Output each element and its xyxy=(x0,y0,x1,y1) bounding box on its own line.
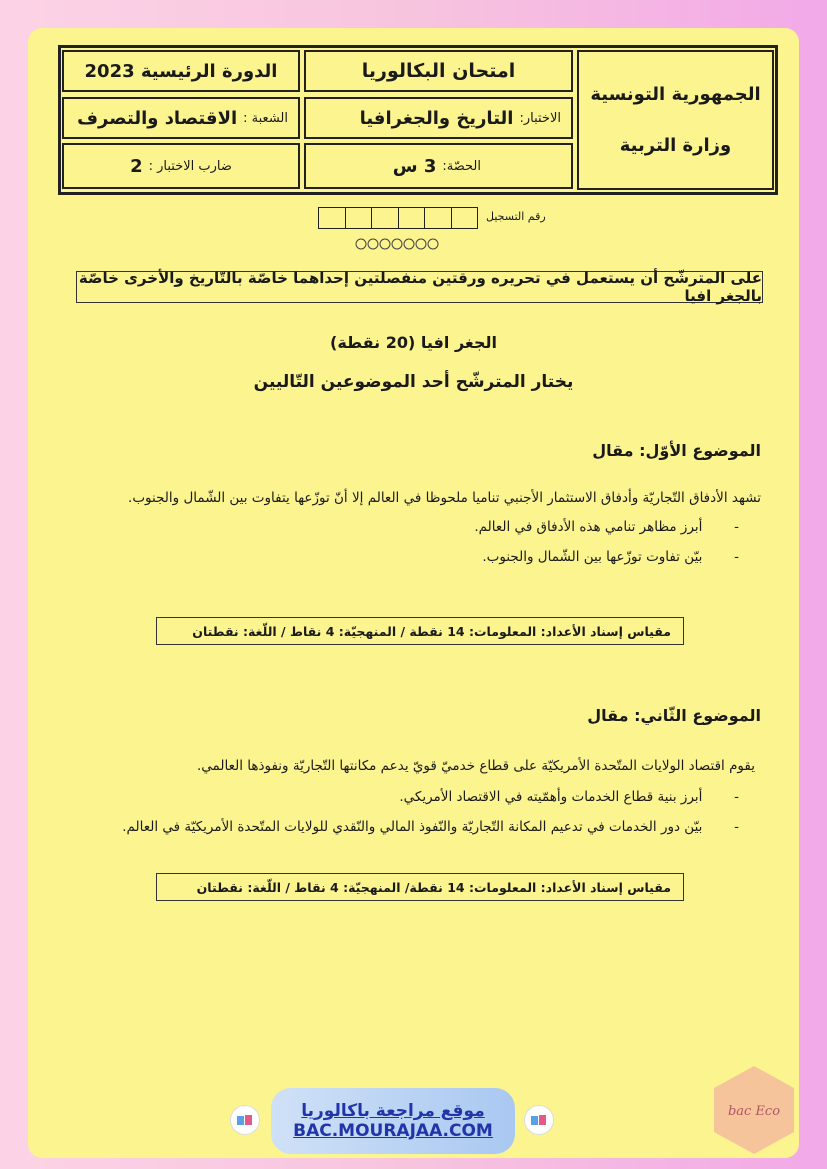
subject-label: الاختبار: xyxy=(519,110,561,126)
session-cell xyxy=(62,50,300,92)
branch-label: الشعبة : xyxy=(243,110,288,126)
subject2-bullet-2: - بيّن دور الخدمات في تدعيم المكانة التّجاريّة والنّفوذ المالي والنّقدي للولايات المتّحدة الأمريكيّة في العالم. xyxy=(122,819,739,835)
section-instruction: يختار المترشّح أحد الموضوعين التّاليين xyxy=(253,372,574,392)
subject1-bullet-1: - أبرز مظاهر تنامي هذه الأدفاق في العالم. xyxy=(474,519,739,535)
subject2-title: الموضوع الثّاني: مقال xyxy=(587,706,761,725)
subject1-bullet-2: - بيّن تفاوت توزّعها بين الشّمال والجنوب. xyxy=(482,549,739,565)
duration-value: 3 س xyxy=(392,155,437,177)
site-link-banner[interactable] xyxy=(271,1088,515,1154)
bac-eco-badge xyxy=(706,1062,802,1158)
svg-text:bac Eco: bac Eco xyxy=(727,1104,781,1119)
exam-title: امتحان البكالوريا xyxy=(361,60,516,82)
ministry-name: وزارة التربية xyxy=(619,135,732,156)
subject-cell xyxy=(304,97,573,139)
coefficient-label: ضارب الاختبار : xyxy=(148,158,232,174)
subject2-grading-scale: مقياس إسناد الأعداد: المعلومات: 14 نقطة/ المنهجيّة: 4 نقاط / اللّغة: نقطتان xyxy=(156,873,684,901)
site-url[interactable]: BAC.MOURAJAA.COM xyxy=(293,1121,493,1141)
subject2-bullet-1: - أبرز بنية قطاع الخدمات وأهمّيته في الاقتصاد الأمريكي. xyxy=(399,789,739,805)
subject2-intro: يقوم اقتصاد الولايات المتّحدة الأمريكيّة على قطاع خدميّ قويّ يدعم مكانتها التّجاريّة ونفوذها العالمي. xyxy=(197,758,755,774)
republic-name: الجمهورية التونسية xyxy=(590,84,761,105)
exam-paper xyxy=(28,28,799,1158)
duration-label: الحصّة: xyxy=(442,158,481,174)
duration-cell xyxy=(304,143,573,189)
ministry-cell xyxy=(577,50,774,190)
subject1-title: الموضوع الأوّل: مقال xyxy=(592,441,761,460)
registration-number-boxes xyxy=(318,207,478,229)
registration-label: رقم التسجيل xyxy=(486,210,546,223)
subject1-grading-scale: مقياس إسناد الأعداد: المعلومات: 14 نقطة / المنهجيّة: 4 نقاط / اللّغة: نقطتان xyxy=(156,617,684,645)
session-label: الدورة الرئيسية 2023 xyxy=(84,60,278,82)
instructions-notice: على المترشّح أن يستعمل في تحريره ورقتين منفصلتين إحداهما خاصّة بالتّاريخ والأخرى خاصّة بالجغر افيا xyxy=(76,271,763,303)
exam-title-cell xyxy=(304,50,573,92)
coefficient-cell xyxy=(62,143,300,189)
subject1-intro: تشهد الأدفاق التّجاريّة وأدفاق الاستثمار الأجنبي تناميا ملحوظا في العالم إلا أنّ توزّعها يتفاوت بين الشّمال والجنوب. xyxy=(128,490,761,506)
seal-pattern xyxy=(354,235,444,253)
subject-value: التاريخ والجغرافيا xyxy=(359,107,514,129)
site-logo-right-icon xyxy=(524,1105,554,1135)
coefficient-value: 2 xyxy=(130,155,143,177)
site-logo-left-icon xyxy=(230,1105,260,1135)
branch-cell xyxy=(62,97,300,139)
site-name-arabic[interactable]: موقع مراجعة باكالوريا xyxy=(301,1101,485,1121)
branch-value: الاقتصاد والتصرف xyxy=(77,107,238,129)
section-title: الجغر افيا (20 نقطة) xyxy=(330,333,497,352)
